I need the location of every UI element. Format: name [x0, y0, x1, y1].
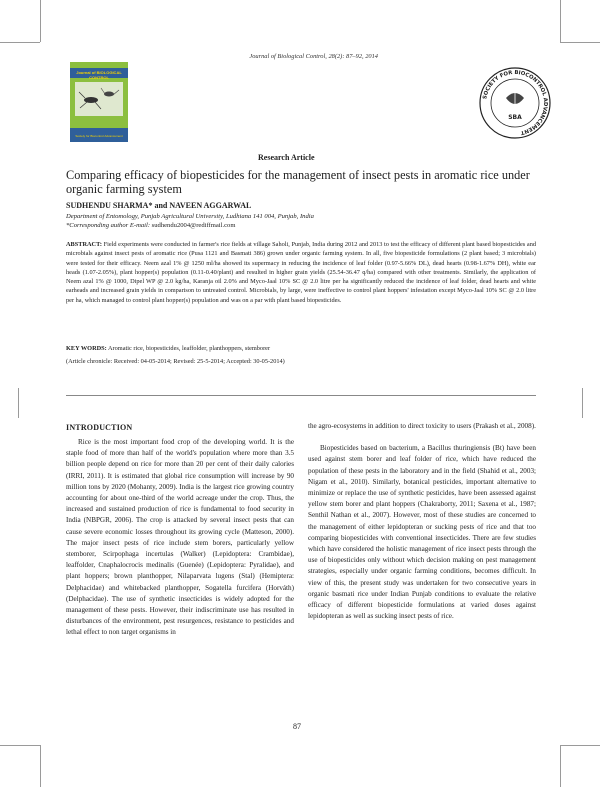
abstract-text: Field experiments were conducted in farmer's rice fields at village Saholi, Punjab, India during 2012 and 2013 to test the efficacy of different plant based biopesticides and microbials against insect pests of aromatic rice (Pusa 1121 and Basmati 386) grown under organic farming system. In all, five biopesticide formulations (2 plant based; 3 microbials) were tested for their efficacy. Neem azal 1% @ 1250 ml/ha showed its supermacy in reducing the incidence of leaf folder (0.97-5.66% DL), dead hearts (0.98-1.67% DH), white ear heads (1.07-2.05%), plant hopper(s) population (0.11-0.40/plant) and resulted in higher grain yields (25.54-36.47 q/ha) compared with other treatments. Similarly, the application of Neem azal 1% @ 1000, Dipel WP @ 2.0 kg/ha, Karanja oil 2.0% and Myco-Jaal 10% SC @ 2.0 litre per ha significantly reduced the incidence of leaf folder, dead hearts and white earheads and increased grain yields in comparison to untreated control. Microbials, by large, were ineffective to control plant hoppers' infestation except Myco-Jaal 10% SC @ 2.0 litre per ha, which managed to control plant hopper(s) population and was on a par with plant based biopesticides. — [66, 241, 536, 304]
keywords-label: KEY WORDS: — [66, 345, 107, 352]
intro-paragraph-left: Rice is the most important food crop of the developing world. It is the staple food of more than half of the world's population where more than 3.5 billion people depend on rice for more than 20 per cent of their daily calories (IRRI, 2011). It is estimated that global rice consumption will increase by 90 million tons by 2020 (Mohanty, 2009). India is the largest rice growing country accounting for about one-third of the world acreage under the crop. Thus, the increased and sustained production of rice is fundamental to food security in India (NBPGR, 2006). The crop is attacked by several insect pests that can cause severe economic losses throughout its growing cycle (Matteson, 2000). The major insect pests of rice include stem borers, particularly yellow stemborer, Scirpophaga incertulas (Walker) (Lepidoptera: Crambidae), leaffolder, Cnaphalocrocis medinalis (Guenée) (Lepidoptera: Pyralidae), and plant hoppers; brown planthopper, Nilaparvata lugens (Stal) (Hemiptera: Delphacidae) and whitebacked planthopper, Sogatella furcifera (Horváth) (Delphacidae). The use of synthetic insecticides is widely adopted for the management of these pests. However, their indiscriminate use has resulted in disturbances of the environment, pest resurgences, resistance to pesticides and lethal effect to non target organisms in — [66, 438, 294, 637]
crop-mark-tl-v — [40, 0, 41, 42]
corresponding-label: *Corresponding author E-mail: — [66, 222, 151, 229]
crop-mark-br-h — [560, 745, 600, 746]
cover-footer-text: Society for Biocontrol Advancement — [75, 134, 123, 138]
crop-mark-mr — [582, 388, 583, 418]
right-column — [308, 421, 536, 622]
cover-title: Journal of BIOLOGICAL CONTROL — [76, 70, 122, 80]
journal-citation: Journal of Biological Control, 28(2): 87–92, 2014 — [249, 53, 378, 60]
crop-mark-bl-v — [40, 745, 41, 787]
left-column — [66, 437, 294, 639]
journal-cover-thumbnail — [70, 62, 128, 142]
keywords — [66, 345, 536, 352]
abstract-label: ABSTRACT: — [66, 241, 102, 248]
introduction-heading: INTRODUCTION — [66, 423, 133, 432]
crop-mark-br-v — [560, 745, 561, 787]
affiliation — [66, 212, 536, 230]
cover-insect-image — [75, 82, 123, 116]
crop-mark-tr-v — [560, 0, 561, 42]
department: Department of Entomology, Punjab Agricultural University, Ludhiana 141 004, Punjab, India — [66, 213, 314, 220]
crop-mark-bl-h — [0, 745, 40, 746]
article-chronicle: (Article chronicle: Received: 04-05-2014; Revised: 25-5-2014; Accepted: 30-05-2014) — [66, 358, 285, 365]
authors: SUDHENDU SHARMA* and NAVEEN AGGARWAL — [66, 201, 252, 210]
corresponding-author — [66, 221, 536, 230]
paper-title: Comparing efficacy of biopesticides for the management of insect pests in aromatic rice under organic farming system — [66, 168, 530, 196]
keywords-text: Aromatic rice, biopesticides, leaffolder, planthoppers, stemborer — [108, 345, 271, 352]
svg-text:SOCIETY FOR BIOCONTROL ADVANCE: SOCIETY FOR BIOCONTROL ADVANCEMENT — [482, 69, 549, 136]
abstract — [66, 240, 536, 305]
article-type-label: Research Article — [258, 153, 315, 162]
crop-mark-ml — [18, 388, 19, 418]
crop-mark-tl-h — [0, 42, 40, 43]
crop-mark-tr-h — [560, 42, 600, 43]
intro-paragraph-right-1: the agro-ecosystems in addition to direct toxicity to users (Prakash et al., 2008). — [308, 422, 536, 430]
page-number: 87 — [293, 722, 301, 731]
svg-text:SBA: SBA — [508, 114, 522, 121]
intro-paragraph-right-2: Biopesticides based on bacterium, a Bacillus thuringiensis (Bt) have been used against stem borer and leaf folder of rice, which have reduced the population of these pests in the laboratory and in the field (Shahid et al., 2003; Nigam et al., 2010). Similarly, botanical pesticides, important alternative to minimize or replace the use of synthetic pesticides, have been assessed against yellow stem borer and plant hoppers (Chakraborty, 2011; Saxena et al., 1987; Senthil Nathan et al., 2007). However, most of these studies are concerned to the management of either lepidopteran or sucking pests of rice and that too comparing biopesticides with conventional insecticides. There are few studies which have considered the holistic management of rice insect pests through the use of biopesticides only without which decision making on pest management strategies, especially under organic farming conditions, becomes difficult. In view of this, the present study was undertaken for two consecutive years in organic basmati rice under Indian Punjab conditions to evaluate the relative efficacy of different biopesticide formulations at varied doses against lepidopteran as well as sucking insect pests of rice. — [308, 444, 536, 621]
header-divider — [66, 395, 536, 396]
society-seal-logo — [478, 66, 552, 140]
corresponding-email: sudhendu2004@rediffmail.com — [151, 222, 236, 229]
